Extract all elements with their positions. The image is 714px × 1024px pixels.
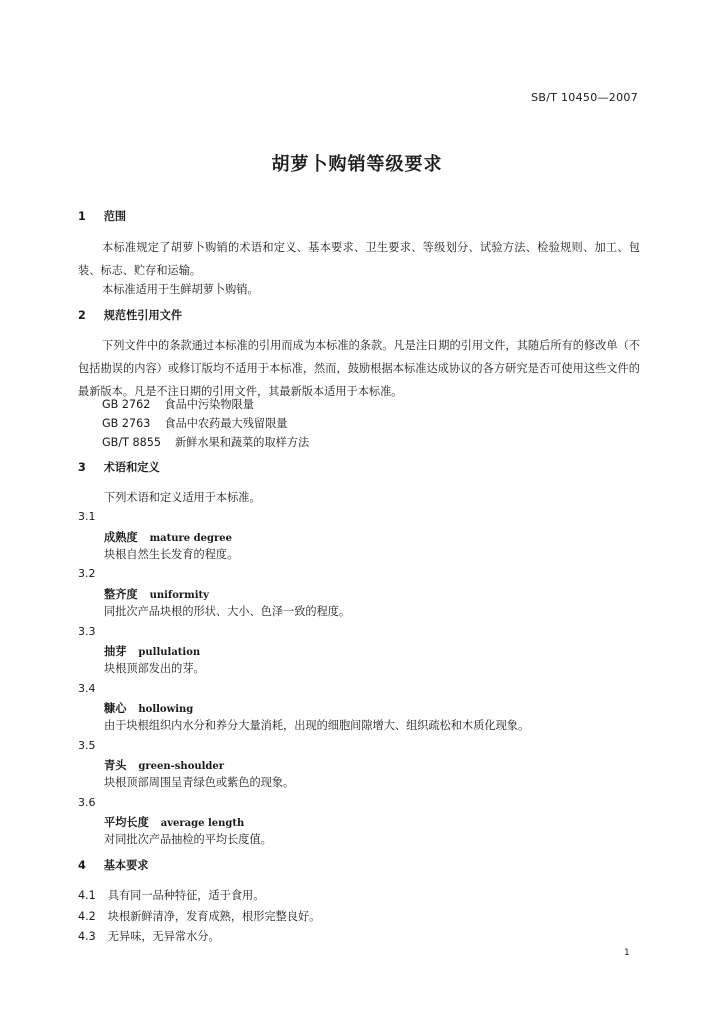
page-number: 1 xyxy=(624,948,630,958)
reference-item xyxy=(102,415,287,431)
term-en: average length xyxy=(160,818,245,829)
reference-name: 食品中农药最大残留限量 xyxy=(164,417,288,430)
term-definition: 同批次产品块根的形状、大小、色泽一致的程度。 xyxy=(104,605,351,618)
term-zh: 抽芽 xyxy=(104,645,127,658)
section-number: 1 xyxy=(78,210,86,223)
section-1-heading xyxy=(78,210,126,224)
term-zh: 成熟度 xyxy=(104,531,138,544)
section-intro: 下列术语和定义适用于本标准。 xyxy=(104,491,261,504)
term-number: 3.2 xyxy=(78,567,96,580)
section-2-heading xyxy=(78,309,182,323)
section-3-heading xyxy=(78,461,160,475)
requirement-item xyxy=(78,887,264,903)
term-heading xyxy=(104,643,200,659)
item-number: 4.2 xyxy=(78,910,96,923)
term-zh: 青头 xyxy=(104,759,127,772)
standard-code: SB/T 10450—2007 xyxy=(531,91,638,104)
reference-code: GB 2763 xyxy=(102,417,151,430)
reference-name: 新鲜水果和蔬菜的取样方法 xyxy=(174,436,310,449)
item-text: 无异味，无异常水分。 xyxy=(107,930,220,943)
term-definition: 对同批次产品抽检的平均长度值。 xyxy=(104,833,272,846)
term-number: 3.4 xyxy=(78,682,96,695)
section-number: 2 xyxy=(78,309,86,322)
term-en: green-shoulder xyxy=(138,761,225,772)
term-heading xyxy=(104,529,232,545)
paragraph: 本标准规定了胡萝卜购销的术语和定义、基本要求、卫生要求、等级划分、试验方法、检验规则、加工、包装、标志、贮存和运输。 xyxy=(78,241,640,277)
section-number: 3 xyxy=(78,461,86,474)
term-number: 3.6 xyxy=(78,796,96,809)
term-number: 3.5 xyxy=(78,739,96,752)
item-text: 块根新鲜清净，发育成熟，根形完整良好。 xyxy=(107,910,321,923)
section-title: 术语和定义 xyxy=(103,461,160,474)
term-heading xyxy=(104,757,224,773)
item-number: 4.1 xyxy=(78,889,96,902)
reference-code: GB/T 8855 xyxy=(102,436,161,449)
reference-item xyxy=(102,434,309,450)
section-number: 4 xyxy=(78,859,86,872)
requirement-item xyxy=(78,928,220,944)
reference-name: 食品中污染物限量 xyxy=(164,398,254,411)
term-heading xyxy=(104,814,244,830)
paragraph: 下列文件中的条款通过本标准的引用而成为本标准的条款。凡是注日期的引用文件，其随后所有的修改单（不包括勘误的内容）或修订版均不适用于本标准，然而，鼓励根据本标准达成协议的各方研究是否可使用这些文件的最新版本。凡是不注日期的引用文件，其最新版本适用于本标准。 xyxy=(78,339,640,398)
section-title: 规范性引用文件 xyxy=(103,309,183,322)
item-number: 4.3 xyxy=(78,930,96,943)
term-zh: 平均长度 xyxy=(104,816,149,829)
term-en: pullulation xyxy=(138,647,201,658)
paragraph: 本标准适用于生鲜胡萝卜购销。 xyxy=(102,283,259,296)
requirement-item xyxy=(78,908,320,924)
term-definition: 块根顶部周围呈青绿色或紫色的现象。 xyxy=(104,776,295,789)
term-definition: 由于块根组织内水分和养分大量消耗，出现的细胞间隙增大、组织疏松和木质化现象。 xyxy=(104,719,530,732)
section-title: 基本要求 xyxy=(103,859,149,872)
item-text: 具有同一品种特征，适于食用。 xyxy=(107,889,265,902)
term-en: mature degree xyxy=(149,533,232,544)
reference-code: GB 2762 xyxy=(102,398,151,411)
term-number: 3.1 xyxy=(78,510,96,523)
term-heading xyxy=(104,586,209,602)
term-definition: 块根顶部发出的芽。 xyxy=(104,662,205,675)
document-title: 胡萝卜购销等级要求 xyxy=(271,154,443,175)
reference-item xyxy=(102,396,254,412)
term-zh: 糠心 xyxy=(104,702,127,715)
term-en: hollowing xyxy=(138,704,194,715)
term-en: uniformity xyxy=(149,590,209,601)
term-zh: 整齐度 xyxy=(104,588,138,601)
section-title: 范围 xyxy=(103,210,127,223)
term-number: 3.3 xyxy=(78,625,96,638)
term-heading xyxy=(104,700,193,716)
section-4-heading xyxy=(78,859,148,873)
term-definition: 块根自然生长发育的程度。 xyxy=(104,548,239,561)
